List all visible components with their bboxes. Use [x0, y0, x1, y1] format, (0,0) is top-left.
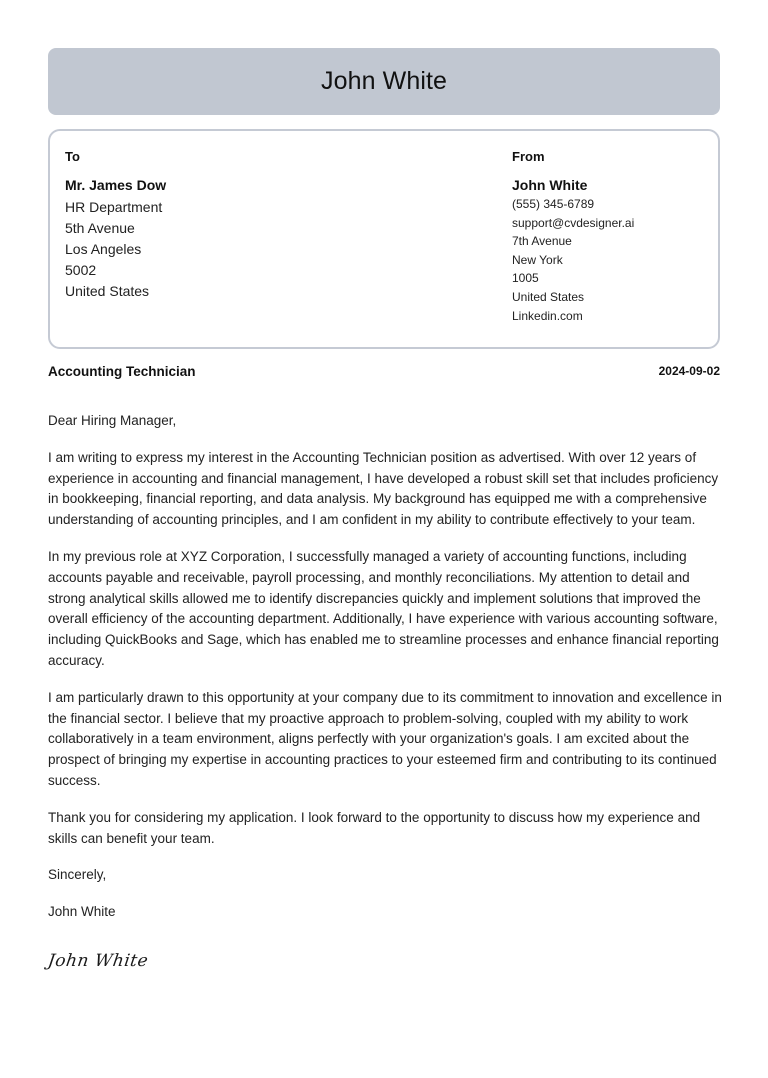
from-heading: From — [512, 149, 545, 164]
recipient-department: HR Department — [65, 199, 163, 215]
header-banner — [48, 48, 720, 115]
closing: Sincerely, — [48, 867, 107, 883]
recipient-country: United States — [65, 283, 150, 299]
closing-name: John White — [48, 904, 116, 920]
sender-phone: (555) 345-6789 — [512, 197, 595, 211]
recipient-name: Mr. James Dow — [65, 177, 167, 193]
address-block — [48, 129, 720, 349]
sender-linkedin: Linkedin.com — [512, 308, 583, 323]
sender-country: United States — [512, 289, 585, 304]
sender-street: 7th Avenue — [512, 234, 572, 249]
body-paragraph: I am writing to express my interest in the Accounting Technician position as advertised. With over 12 years of experience in accounting and financial management, I have developed a robust skill set that includes proficiency in bookkeeping, financial reporting, and data analysis. My background has equipped me with a comprehensive understanding of accounting principles, and I am confident in my ability to contribute effectively to your team. — [48, 449, 719, 528]
job-title: Accounting Technician — [48, 364, 196, 379]
sender-name: John White — [512, 177, 588, 193]
letter-body — [48, 411, 724, 971]
body-paragraph: In my previous role at XYZ Corporation, I successfully managed a variety of accounting functions, including accounts payable and receivable, payroll processing, and monthly reconciliations. My attention to detail and strong analytical skills allowed me to identify discrepancies quickly and implement solutions that improved the overall efficiency of the accounting department. Additionally, I have experience with various accounting software, including QuickBooks and Sage, which has enabled me to streamline processes and enhance financial reporting accuracy. — [48, 548, 719, 668]
to-heading: To — [65, 149, 80, 164]
applicant-name-heading: John White — [320, 67, 448, 95]
body-paragraph: Thank you for considering my application. I look forward to the opportunity to discuss how my experience and skills can benefit your team. — [48, 809, 701, 846]
handwritten-signature: John White — [46, 950, 150, 971]
salutation: Dear Hiring Manager, — [48, 413, 177, 428]
body-paragraph: I am particularly drawn to this opportunity at your company due to its commitment to innovation and excellence in the financial sector. I believe that my proactive approach to problem-solving, coupled with my ability to work collaboratively in a team environment, aligns perfectly with your organization's goals. I am excited about the prospect of bringing my expertise in accounting practices to your esteemed firm and contributing to its continued success. — [48, 689, 722, 788]
recipient-postal-code: 5002 — [65, 262, 97, 278]
recipient-city: Los Angeles — [65, 241, 142, 257]
recipient-street: 5th Avenue — [65, 220, 135, 236]
recipient-address — [65, 197, 162, 302]
sender-city: New York — [512, 252, 563, 267]
sender-email: support@cvdesigner.ai — [512, 215, 635, 230]
sender-postal-code: 1005 — [512, 271, 539, 286]
sender-contact-details — [512, 195, 634, 325]
letter-date: 2024-09-02 — [658, 364, 720, 378]
